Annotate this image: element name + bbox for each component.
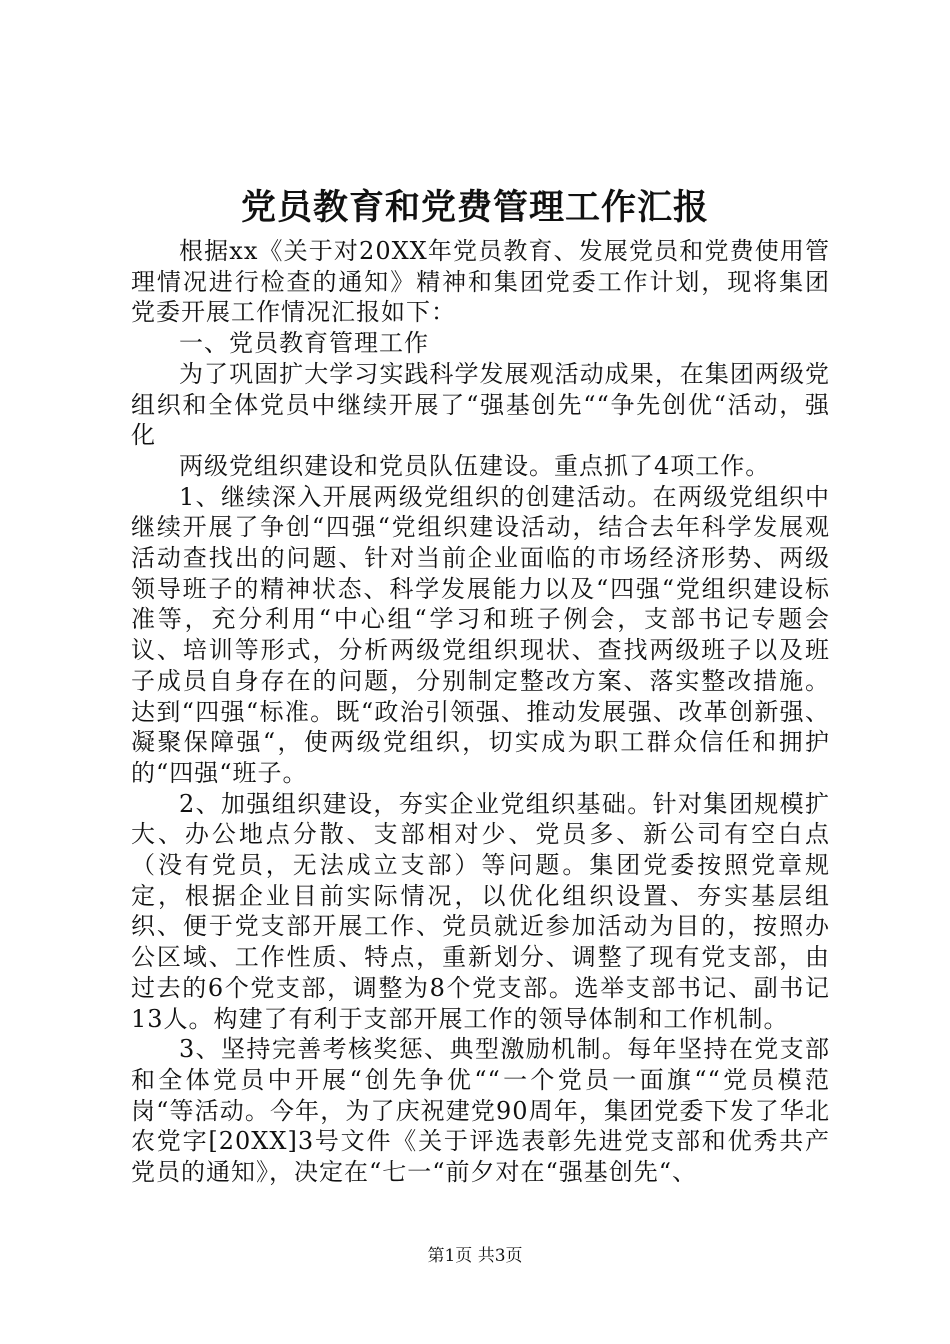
section-heading: 一、党员教育管理工作 [179, 329, 429, 358]
paragraph-purpose: 为了巩固扩大学习实践科学发展观活动成果，在集团两级党组织和全体党员中继续开展了“强基创先““争先创优“活动，强化 [131, 359, 830, 450]
document-body [131, 236, 830, 1188]
paragraph-item-3: 3、坚持完善考核奖惩、典型激励机制。每年坚持在党支部和全体党员中开展“创先争优““一个党员一面旗““党员模范岗“等活动。今年，为了庆祝建党90周年，集团党委下发了华北农党字[20XX]3号文件《关于评选表彰先进党支部和优秀共产党员的通知》，决定在“七一“前夕对在“强基创先“、 [131, 1035, 830, 1187]
document-title: 党员教育和党费管理工作汇报 [240, 187, 709, 228]
paragraph-intro: 根据xx《关于对20XX年党员教育、发展党员和党费使用管理情况进行检查的通知》精神和集团党委工作计划，现将集团党委开展工作情况汇报如下： [131, 237, 830, 327]
page-footer: 第1页 共3页 [427, 1246, 523, 1266]
paragraph-focus: 两级党组织建设和党员队伍建设。重点抓了4项工作。 [179, 451, 771, 480]
paragraph-item-1: 1、继续深入开展两级党组织的创建活动。在两级党组织中继续开展了争创“四强“党组织建设活动，结合去年科学发展观活动查找出的问题、针对当前企业面临的市场经济形势、两级领导班子的精神状态、科学发展能力以及“四强“党组织建设标准等，充分利用“中心组“学习和班子例会，支部书记专题会议、培训等形式，分析两级党组织现状、查找两级班子以及班子成员自身存在的问题，分别制定整改方案、落实整改措施。达到“四强“标准。既“政治引领强、推动发展强、改革创新强、凝聚保障强“，使两级党组织，切实成为职工群众信任和拥护的“四强“班子。 [131, 482, 830, 787]
paragraph-item-2: 2、加强组织建设，夯实企业党组织基础。针对集团规模扩大、办公地点分散、支部相对少、党员多、新公司有空白点（没有党员，无法成立支部）等问题。集团党委按照党章规定，根据企业目前实际情况，以优化组织设置、夯实基层组织、便于党支部开展工作、党员就近参加活动为目的，按照办公区域、工作性质、特点，重新划分、调整了现有党支部，由过去的6个党支部，调整为8个党支部。选举支部书记、副书记13人。构建了有利于支部开展工作的领导体制和工作机制。 [131, 789, 830, 1033]
